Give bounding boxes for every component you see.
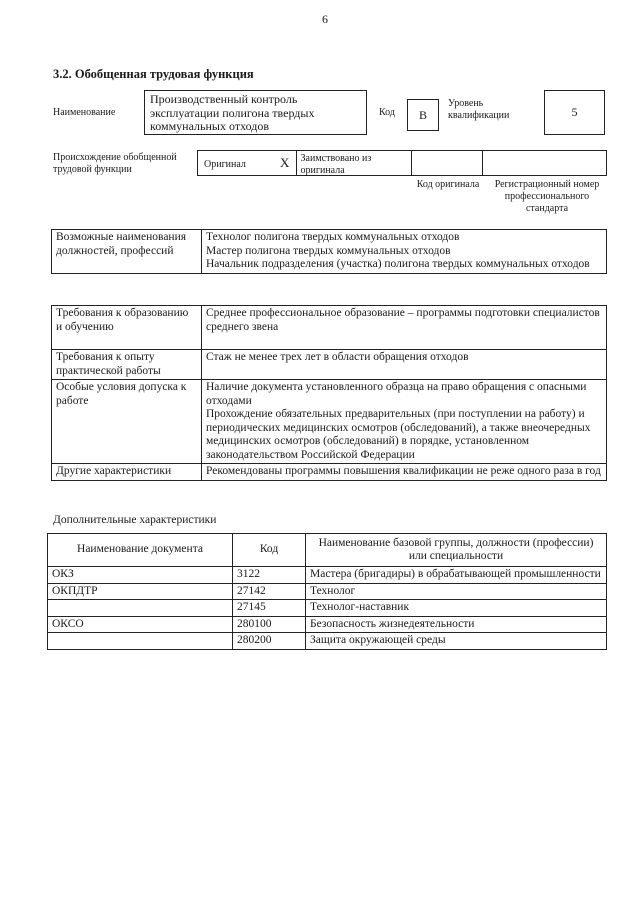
- requirement-value: Среднее профессиональное образование – программы подготовки специалистов среднего звена: [202, 306, 607, 350]
- table-cell: Мастера (бригадиры) в обрабатывающей промышленности: [306, 567, 607, 584]
- function-name-field: Производственный контроль эксплуатации полигона твердых коммунальных отходов: [144, 90, 367, 135]
- table-header-row: [48, 534, 607, 567]
- positions-table: [51, 229, 607, 274]
- origin-label: Происхождение обобщенной трудовой функции: [53, 152, 177, 175]
- origin-reg-number-cell: [483, 151, 606, 175]
- origin-code-cell: [412, 151, 483, 175]
- requirement-label: Требования к опыту практической работы: [52, 350, 202, 380]
- column-header: Код: [233, 534, 306, 567]
- positions-list: [202, 230, 607, 274]
- original-label: Оригинал: [204, 159, 246, 170]
- name-label: Наименование: [53, 107, 116, 118]
- column-header: Наименование базовой группы, должности (профессии) или специальности: [306, 534, 607, 567]
- requirement-label: Особые условия допуска к работе: [52, 380, 202, 464]
- requirement-label: Требования к образованию и обучению: [52, 306, 202, 350]
- origin-original-cell: [198, 151, 297, 175]
- code-label: Код: [379, 107, 395, 118]
- qualification-level-field: 5: [544, 90, 605, 135]
- table-cell: 3122: [233, 567, 306, 584]
- table-row: [52, 464, 607, 481]
- table-cell: Безопасность жизнедеятельности: [306, 616, 607, 633]
- additional-characteristics-table: [47, 533, 607, 650]
- table-row: [52, 350, 607, 380]
- table-row: [52, 306, 607, 350]
- table-cell: [48, 633, 233, 650]
- table-cell: Защита окружающей среды: [306, 633, 607, 650]
- positions-label: Возможные наименования должностей, профессий: [52, 230, 202, 274]
- table-cell: 280200: [233, 633, 306, 650]
- requirement-label: Другие характеристики: [52, 464, 202, 481]
- table-cell: ОКПДТР: [48, 583, 233, 600]
- table-row: [48, 600, 607, 617]
- requirement-paragraph: Прохождение обязательных предварительных (при поступлении на работу) и периодических медицинских осмотров (обследований), а также внеочередных медицинских осмотров (обследований) в порядке, установленном законодательством Российской Федерации: [206, 408, 591, 461]
- table-row: [48, 567, 607, 584]
- table-cell: 27145: [233, 600, 306, 617]
- table-cell: ОКЗ: [48, 567, 233, 584]
- original-mark: X: [280, 155, 290, 170]
- list-item: Начальник подразделения (участка) полигона твердых коммунальных отходов: [206, 258, 590, 270]
- table-cell: 27142: [233, 583, 306, 600]
- list-item: Технолог полигона твердых коммунальных отходов: [206, 231, 460, 243]
- table-cell: ОКСО: [48, 616, 233, 633]
- code-field: В: [407, 99, 439, 131]
- borrowed-label: Заимствовано из оригинала: [300, 153, 372, 176]
- origin-borrowed-cell: [297, 151, 412, 175]
- page-number: 6: [322, 12, 328, 26]
- table-row: [48, 583, 607, 600]
- list-item: Мастер полигона твердых коммунальных отходов: [206, 244, 451, 257]
- requirements-table: [51, 305, 607, 481]
- requirement-value: Рекомендованы программы повышения квалификации не реже одного раза в год: [202, 464, 607, 481]
- code-original-caption: Код оригинала: [416, 179, 480, 190]
- requirement-value: Стаж не менее трех лет в области обращения отходов: [202, 350, 607, 380]
- table-row: [52, 380, 607, 464]
- table-cell: 280100: [233, 616, 306, 633]
- table-cell: [48, 600, 233, 617]
- requirement-paragraph: Наличие документа установленного образца на право обращения с опасными отходами: [206, 381, 587, 407]
- table-cell: Технолог-наставник: [306, 600, 607, 617]
- table-row: [52, 230, 607, 274]
- additional-characteristics-title: Дополнительные характеристики: [53, 514, 217, 526]
- qualification-level-label: Уровень квалификации: [448, 98, 510, 121]
- table-cell: Технолог: [306, 583, 607, 600]
- table-row: [48, 633, 607, 650]
- origin-row: [197, 150, 607, 176]
- requirement-value: [202, 380, 607, 464]
- column-header: Наименование документа: [48, 534, 233, 567]
- section-title: 3.2. Обобщенная трудовая функция: [53, 67, 254, 81]
- table-row: [48, 616, 607, 633]
- reg-number-caption: Регистрационный номер профессионального стандарта: [494, 179, 600, 214]
